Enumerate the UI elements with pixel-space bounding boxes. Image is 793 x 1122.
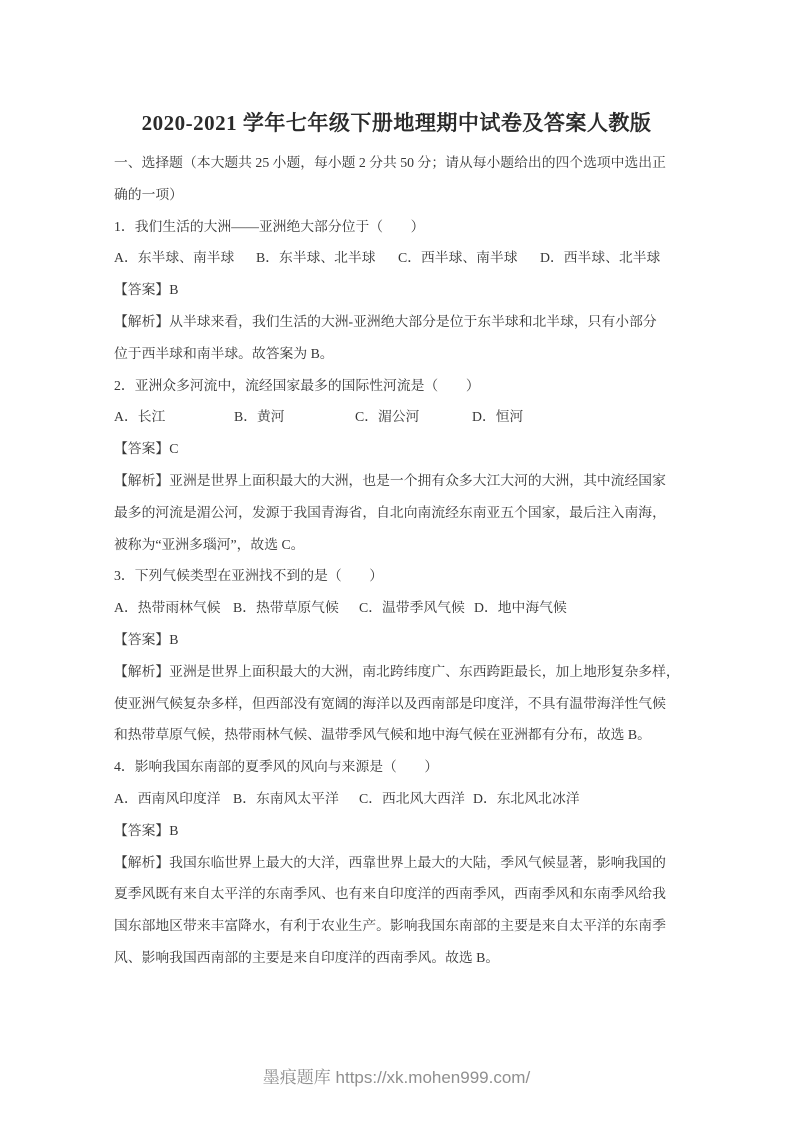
question-2-stem: 2．亚洲众多河流中，流经国家最多的国际性河流是（ ） bbox=[114, 377, 480, 393]
question-4-stem: 4．影响我国东南部的夏季风的风向与来源是（ ） bbox=[114, 759, 439, 775]
question-2-option-c: C．湄公河 bbox=[355, 409, 420, 425]
footer-site-name: 墨痕题库 bbox=[262, 1068, 331, 1087]
question-1-options-row bbox=[114, 242, 690, 274]
question-3-stem: 3．下列气候类型在亚洲找不到的是（ ） bbox=[114, 568, 384, 584]
answer-label: 【答案】 bbox=[114, 282, 170, 298]
question-4-options-row bbox=[114, 783, 690, 815]
question-1-stem: 1．我们生活的大洲——亚洲绝大部分位于（ ） bbox=[114, 218, 425, 234]
page-footer bbox=[0, 1066, 793, 1090]
question-4-option-b: B．东南风太平洋 bbox=[233, 790, 339, 806]
question-3-option-a: A．热带雨林气候 bbox=[114, 600, 221, 616]
section-header-line-2: 确的一项） bbox=[114, 186, 183, 202]
question-2-option-d: D．恒河 bbox=[472, 409, 524, 425]
question-1-option-d: D．西半球、北半球 bbox=[540, 250, 661, 266]
question-4-explanation-line-4: 风、影响我国西南部的主要是来自印度洋的西南季风。故选 B。 bbox=[114, 949, 500, 965]
question-1-answer-value: B bbox=[169, 282, 179, 298]
question-3-option-c: C．温带季风气候 bbox=[359, 600, 465, 616]
question-3-option-b: B．热带草原气候 bbox=[233, 600, 339, 616]
document-title: 2020-2021 学年七年级下册地理期中试卷及答案人教版 bbox=[141, 111, 652, 136]
question-3-answer-line bbox=[114, 624, 690, 656]
question-4-answer-value: B bbox=[169, 822, 179, 838]
question-3-option-d: D．地中海气候 bbox=[474, 600, 567, 616]
question-4-explanation-line-3: 国东部地区带来丰富降水，有利于农业生产。影响我国东南部的主要是来自太平洋的东南季 bbox=[114, 918, 666, 934]
question-2-explanation-line-1: 【解析】亚洲是世界上面积最大的大洲，也是一个拥有众多大江大河的大洲，其中流经国家 bbox=[114, 472, 666, 488]
question-1-option-a: A．东半球、南半球 bbox=[114, 250, 235, 266]
question-1-explanation-line-2: 位于西半球和南半球。故答案为 B。 bbox=[114, 345, 334, 361]
question-2-option-b: B．黄河 bbox=[234, 409, 285, 425]
question-3-answer-value: B bbox=[169, 631, 179, 647]
question-4-option-d: D．东北风北冰洋 bbox=[473, 790, 580, 806]
section-header-line-1: 一、选择题（本大题共 25 小题，每小题 2 分共 50 分；请从每小题给出的四个选项中选出正 bbox=[114, 155, 666, 170]
question-4-answer-line bbox=[114, 815, 690, 847]
answer-label: 【答案】 bbox=[114, 631, 170, 647]
question-4-option-c: C．西北风大西洋 bbox=[359, 790, 465, 806]
question-4-explanation-line-2: 夏季风既有来自太平洋的东南季风、也有来自印度洋的西南季风，西南季风和东南季风给我 bbox=[114, 886, 666, 902]
question-2-explanation-line-3: 被称为“亚洲多瑙河”，故选 C。 bbox=[114, 536, 305, 552]
question-2-option-a: A．长江 bbox=[114, 409, 166, 425]
question-3-explanation-line-2: 使亚洲气候复杂多样，但西部没有宽阔的海洋以及西南部是印度洋，不具有温带海洋性气候 bbox=[114, 695, 666, 711]
question-4-explanation-line-1: 【解析】我国东临世界上最大的大洋，西靠世界上最大的大陆，季风气候显著，影响我国的 bbox=[114, 854, 666, 870]
question-2-explanation-line-2: 最多的河流是湄公河，发源于我国青海省，自北向南流经东南亚五个国家，最后注入南海， bbox=[114, 504, 666, 520]
question-2-options-row bbox=[114, 401, 690, 433]
question-1-explanation-line-1: 【解析】从半球来看，我们生活的大洲-亚洲绝大部分是位于东半球和北半球，只有小部分 bbox=[114, 313, 657, 329]
question-3-explanation-line-1: 【解析】亚洲是世界上面积最大的大洲，南北跨纬度广、东西跨距最长，加上地形复杂多样， bbox=[114, 663, 680, 679]
question-2-answer-line bbox=[114, 433, 690, 465]
question-3-explanation-line-3: 和热带草原气候，热带雨林气候、温带季风气候和地中海气候在亚洲都有分布，故选 B。 bbox=[114, 727, 651, 743]
question-1-option-c: C．西半球、南半球 bbox=[398, 250, 518, 266]
question-1-answer-line bbox=[114, 274, 690, 306]
footer-site-link[interactable]: https://xk.mohen999.com/ bbox=[335, 1068, 531, 1087]
answer-label: 【答案】 bbox=[114, 822, 170, 838]
question-4-option-a: A．西南风印度洋 bbox=[114, 790, 221, 806]
question-2-answer-value: C bbox=[169, 441, 179, 457]
question-1-option-b: B．东半球、北半球 bbox=[256, 250, 376, 266]
document-body bbox=[114, 147, 690, 974]
question-3-options-row bbox=[114, 592, 690, 624]
answer-label: 【答案】 bbox=[114, 441, 170, 457]
